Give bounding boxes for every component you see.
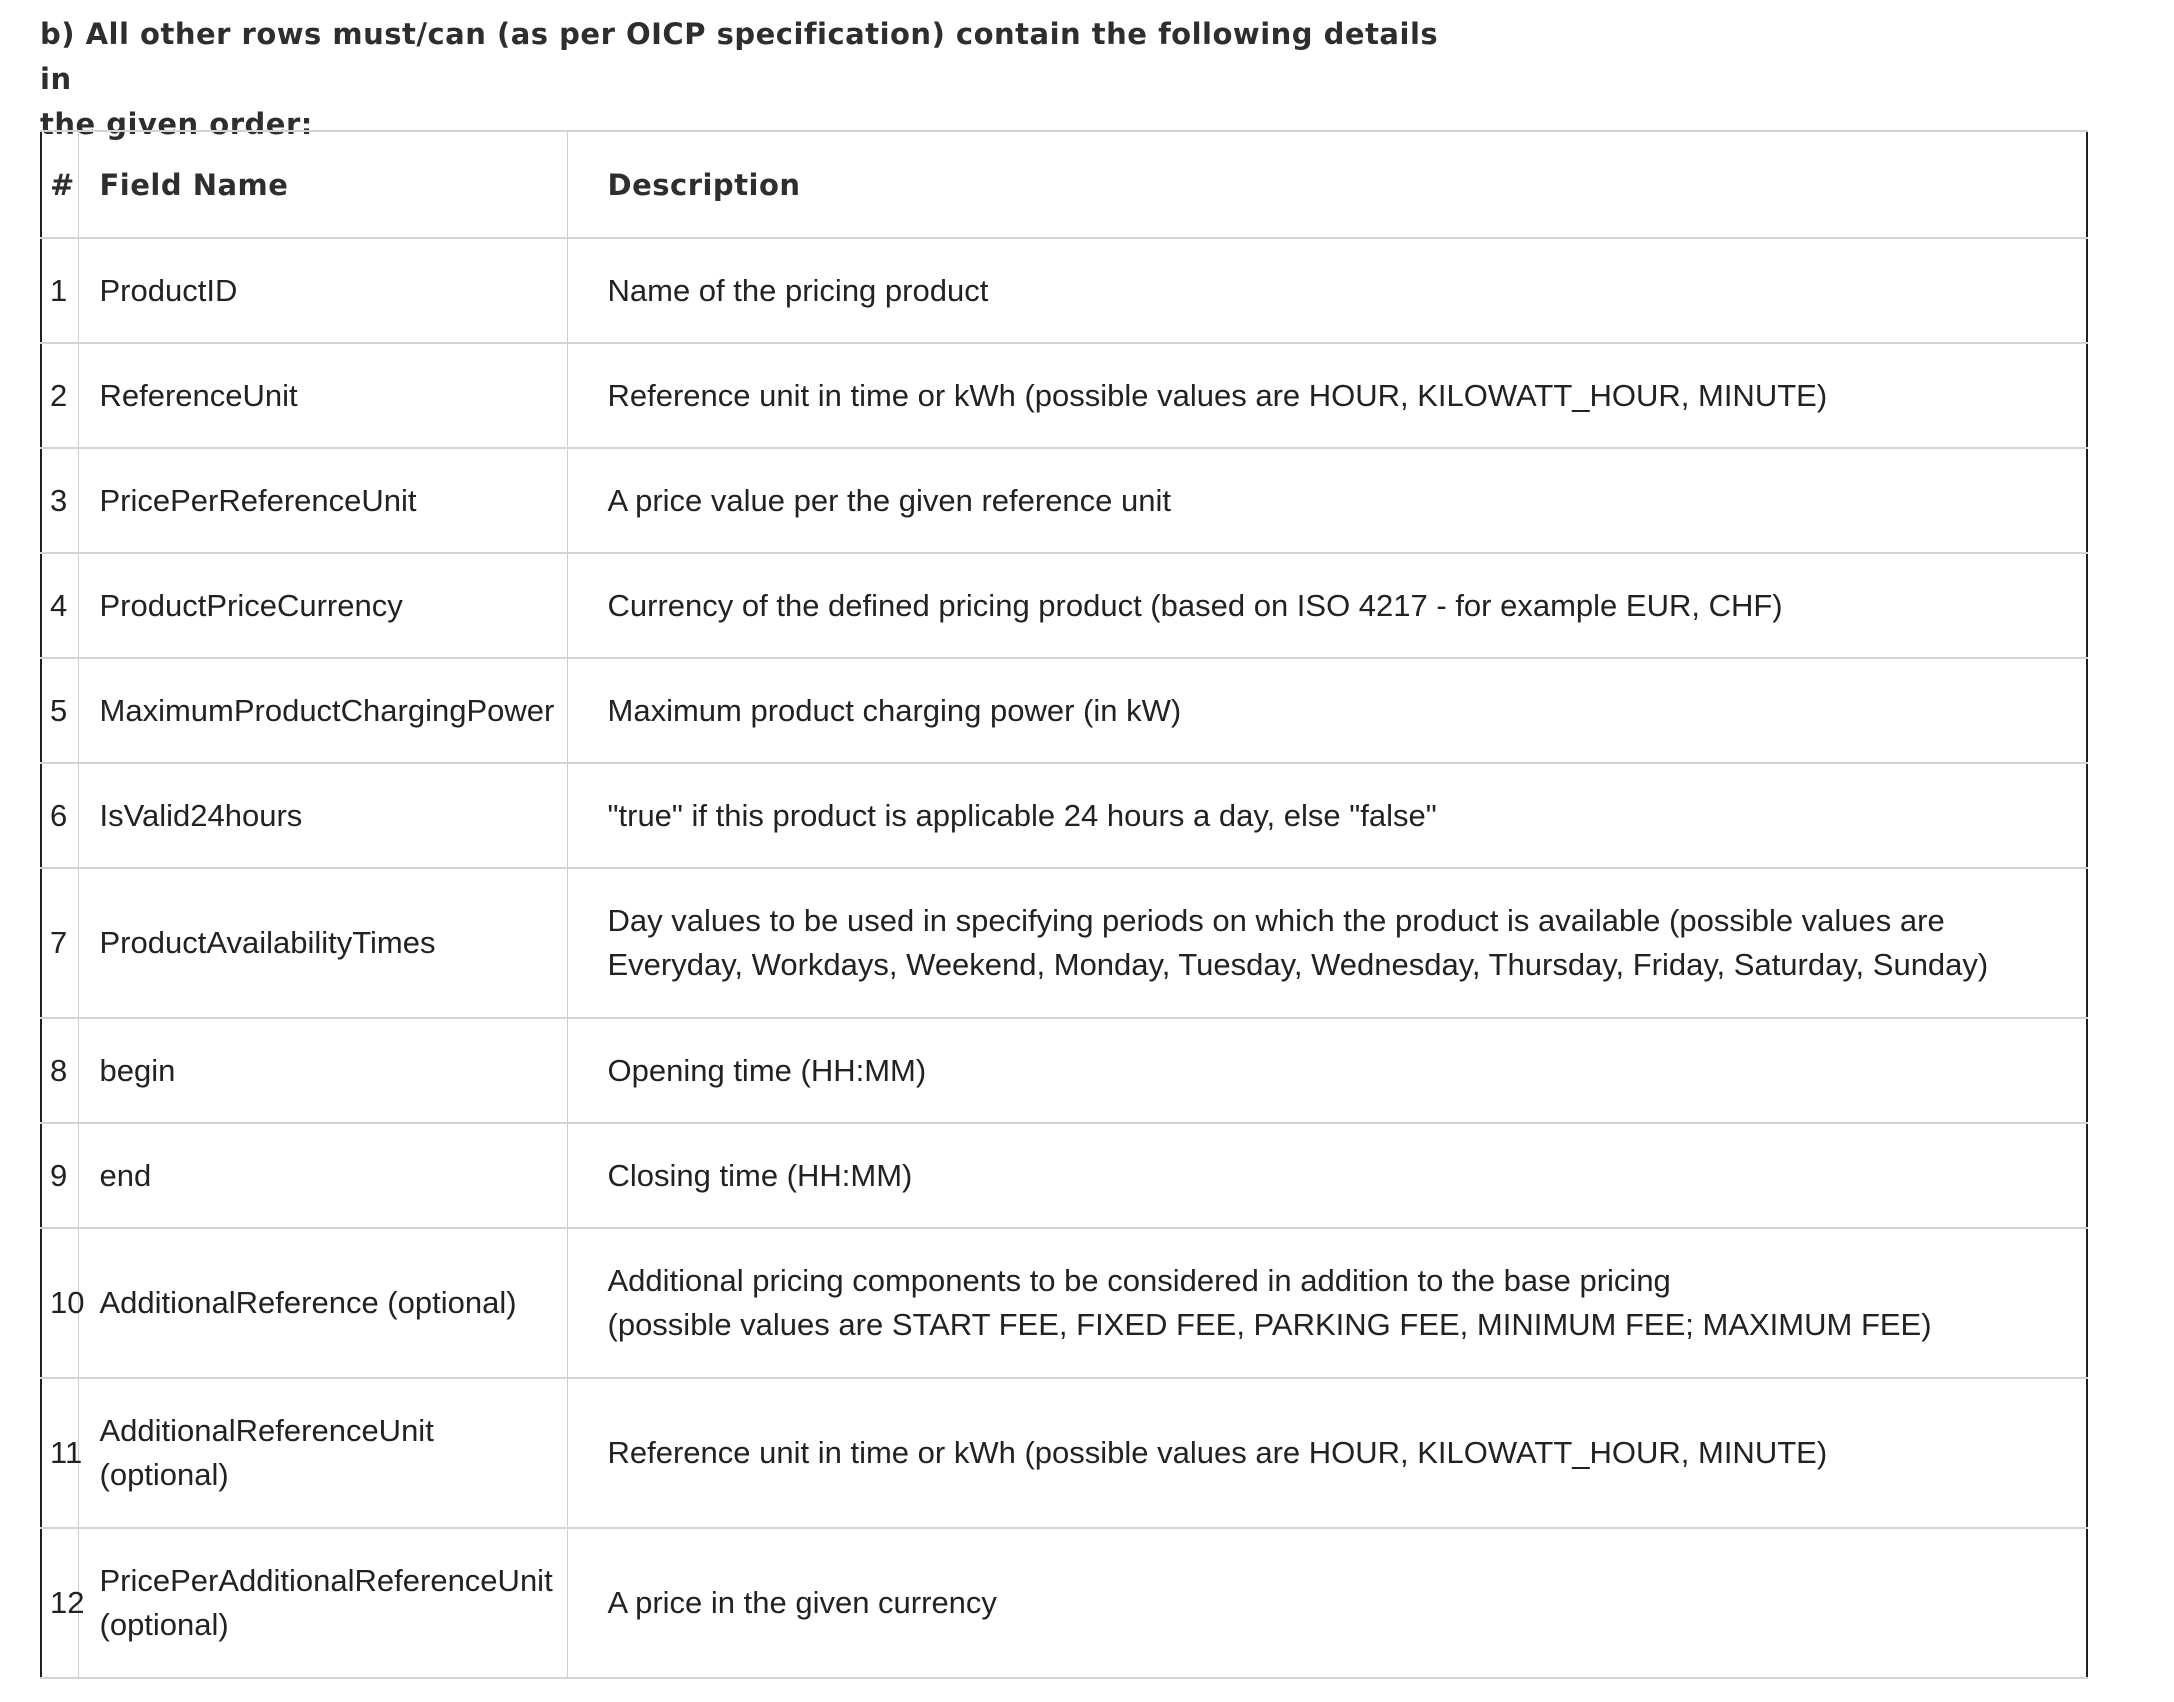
row-description: A price value per the given reference unit	[567, 448, 2087, 553]
row-description-line-1: Additional pricing components to be considered in addition to the base pricing	[607, 1263, 1671, 1298]
row-description	[567, 1228, 2087, 1378]
row-field-name-line-2: (optional)	[99, 1457, 229, 1492]
row-field-name: ProductPriceCurrency	[78, 553, 567, 658]
intro-line-2: the given order:	[40, 107, 313, 141]
table-row	[41, 553, 2087, 658]
row-field-name: MaximumProductChargingPower	[78, 658, 567, 763]
row-field-name-line-1: PricePerAdditionalReferenceUnit	[99, 1563, 553, 1598]
table-row	[41, 1378, 2087, 1528]
row-number: 6	[41, 763, 78, 868]
row-description-line-2: (possible values are START FEE, FIXED FEE, PARKING FEE, MINIMUM FEE; MAXIMUM FEE)	[607, 1307, 1932, 1342]
row-field-name: IsValid24hours	[78, 763, 567, 868]
row-description: Reference unit in time or kWh (possible values are HOUR, KILOWATT_HOUR, MINUTE)	[567, 1378, 2087, 1528]
table-row	[41, 1018, 2087, 1123]
row-number: 9	[41, 1123, 78, 1228]
table-header-row	[41, 131, 2087, 238]
row-description: "true" if this product is applicable 24 hours a day, else "false"	[567, 763, 2087, 868]
table-row	[41, 658, 2087, 763]
row-field-name-line-2: (optional)	[99, 1607, 229, 1642]
row-field-name: AdditionalReference (optional)	[78, 1228, 567, 1378]
row-field-name: begin	[78, 1018, 567, 1123]
row-description: Maximum product charging power (in kW)	[567, 658, 2087, 763]
row-description: Name of the pricing product	[567, 238, 2087, 343]
table-row	[41, 763, 2087, 868]
row-field-name: end	[78, 1123, 567, 1228]
table-row	[41, 1123, 2087, 1228]
table-row	[41, 1528, 2087, 1678]
row-field-name: ReferenceUnit	[78, 343, 567, 448]
row-number: 10	[41, 1228, 78, 1378]
row-field-name	[78, 1528, 567, 1678]
table-row	[41, 1228, 2087, 1378]
row-number: 7	[41, 868, 78, 1018]
table-row	[41, 448, 2087, 553]
table-row	[41, 343, 2087, 448]
row-field-name-line-1: AdditionalReferenceUnit	[99, 1413, 434, 1448]
row-number: 12	[41, 1528, 78, 1678]
row-description: Opening time (HH:MM)	[567, 1018, 2087, 1123]
intro-paragraph	[40, 12, 1440, 147]
row-number: 4	[41, 553, 78, 658]
row-number: 11	[41, 1378, 78, 1528]
row-field-name	[78, 1378, 567, 1528]
intro-line-1: b) All other rows must/can (as per OICP specification) contain the following details in	[40, 17, 1439, 96]
row-number: 1	[41, 238, 78, 343]
row-description: Reference unit in time or kWh (possible values are HOUR, KILOWATT_HOUR, MINUTE)	[567, 343, 2087, 448]
row-number: 8	[41, 1018, 78, 1123]
row-field-name: ProductID	[78, 238, 567, 343]
row-description: Currency of the defined pricing product (based on ISO 4217 - for example EUR, CHF)	[567, 553, 2087, 658]
header-number: #	[41, 131, 78, 238]
row-number: 5	[41, 658, 78, 763]
row-description: A price in the given currency	[567, 1528, 2087, 1678]
row-description: Day values to be used in specifying periods on which the product is available (possible values are Everyday, Workdays, Weekend, Monday, Tuesday, Wednesday, Thursday, Friday, Saturday, Sunday)	[567, 868, 2087, 1018]
header-description: Description	[567, 131, 2087, 238]
row-number: 2	[41, 343, 78, 448]
row-description: Closing time (HH:MM)	[567, 1123, 2087, 1228]
table-row	[41, 238, 2087, 343]
row-field-name: ProductAvailabilityTimes	[78, 868, 567, 1018]
table-row	[41, 868, 2087, 1018]
header-field-name: Field Name	[78, 131, 567, 238]
row-field-name: PricePerReferenceUnit	[78, 448, 567, 553]
field-spec-table	[40, 130, 2088, 1679]
row-number: 3	[41, 448, 78, 553]
